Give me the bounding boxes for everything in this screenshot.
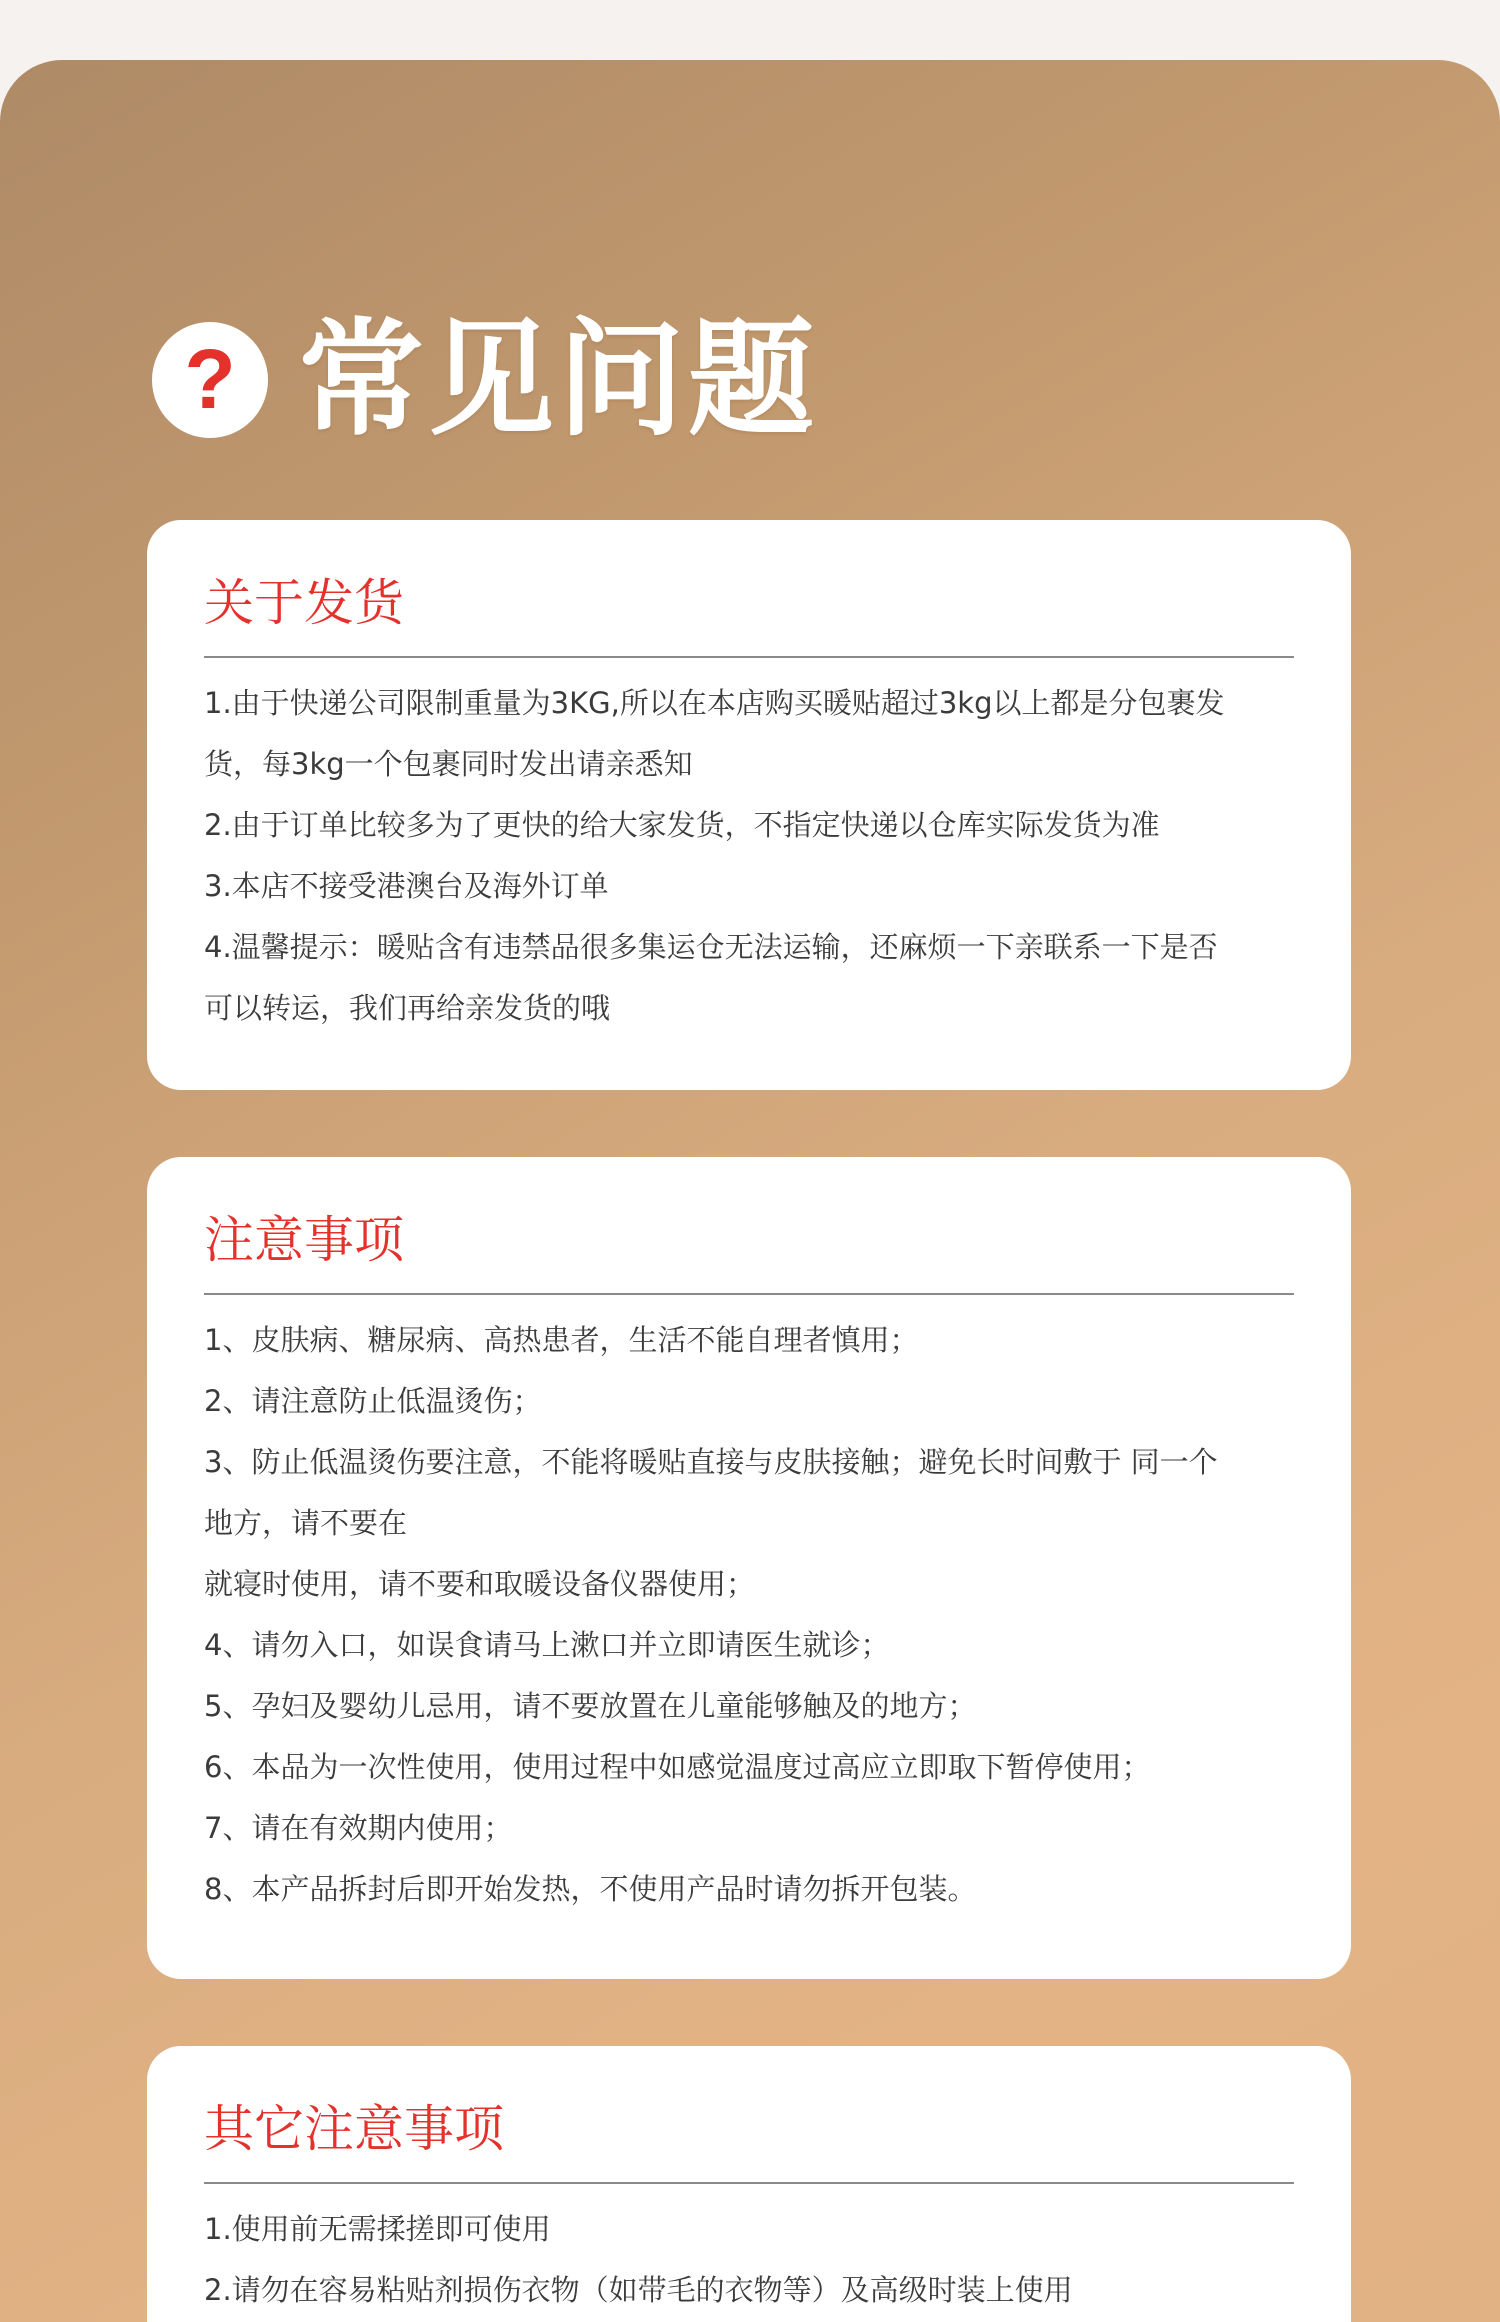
faq-header [152, 306, 818, 453]
page-title: 常见问题 [298, 306, 818, 453]
list-item: 7、请在有效期内使用； [204, 1811, 513, 1845]
list-item: 就寝时使用，请不要和取暖设备仪器使用； [204, 1567, 756, 1601]
list-item: 1.由于快递公司限制重量为3KG,所以在本店购买暖贴超过3kg以上都是分包裹发 [204, 686, 1225, 720]
list-item: 4.温馨提示：暖贴含有违禁品很多集运仓无法运输，还麻烦一下亲联系一下是否 [204, 930, 1218, 964]
list-item: 4、请勿入口，如误食请马上漱口并立即请医生就诊； [204, 1628, 890, 1662]
list-item: 1.使用前无需揉搓即可使用 [204, 2212, 551, 2246]
list-item: 3.本店不接受港澳台及海外订单 [204, 869, 609, 903]
faq-card-shipping [147, 520, 1351, 1090]
list-item: 1、皮肤病、糖尿病、高热患者，生活不能自理者慎用； [204, 1323, 919, 1357]
question-mark-glyph: ? [184, 332, 236, 426]
section-body [204, 1310, 1304, 1920]
section-title: 其它注意事项 [204, 2100, 504, 2158]
faq-card-precautions [147, 1157, 1351, 1979]
list-item: 3、防止低温烫伤要注意，不能将暖贴直接与皮肤接触；避免长时间敷于 同一个 [204, 1445, 1218, 1479]
list-item: 8、本产品拆封后即开始发热，不使用产品时请勿拆开包装。 [204, 1872, 977, 1906]
faq-panel [0, 60, 1500, 2322]
section-divider [204, 656, 1294, 658]
list-item: 2、请注意防止低温烫伤； [204, 1384, 542, 1418]
list-item: 2.请勿在容易粘贴剂损伤衣物（如带毛的衣物等）及高级时装上使用 [204, 2273, 1073, 2307]
section-body [204, 2199, 1304, 2321]
list-item: 地方，请不要在 [204, 1506, 408, 1540]
list-item: 货，每3kg一个包裹同时发出请亲悉知 [204, 747, 693, 781]
section-divider [204, 2182, 1294, 2184]
section-body [204, 673, 1304, 1039]
list-item: 可以转运，我们再给亲发货的哦 [204, 991, 611, 1025]
section-title: 关于发货 [204, 574, 404, 632]
section-title: 注意事项 [204, 1211, 404, 1269]
section-divider [204, 1293, 1294, 1295]
question-mark-icon [152, 322, 268, 438]
faq-card-other-precautions [147, 2046, 1351, 2322]
list-item: 5、孕妇及婴幼儿忌用，请不要放置在儿童能够触及的地方； [204, 1689, 977, 1723]
list-item: 6、本品为一次性使用，使用过程中如感觉温度过高应立即取下暂停使用； [204, 1750, 1151, 1784]
list-item: 2.由于订单比较多为了更快的给大家发货，不指定快递以仓库实际发货为准 [204, 808, 1160, 842]
